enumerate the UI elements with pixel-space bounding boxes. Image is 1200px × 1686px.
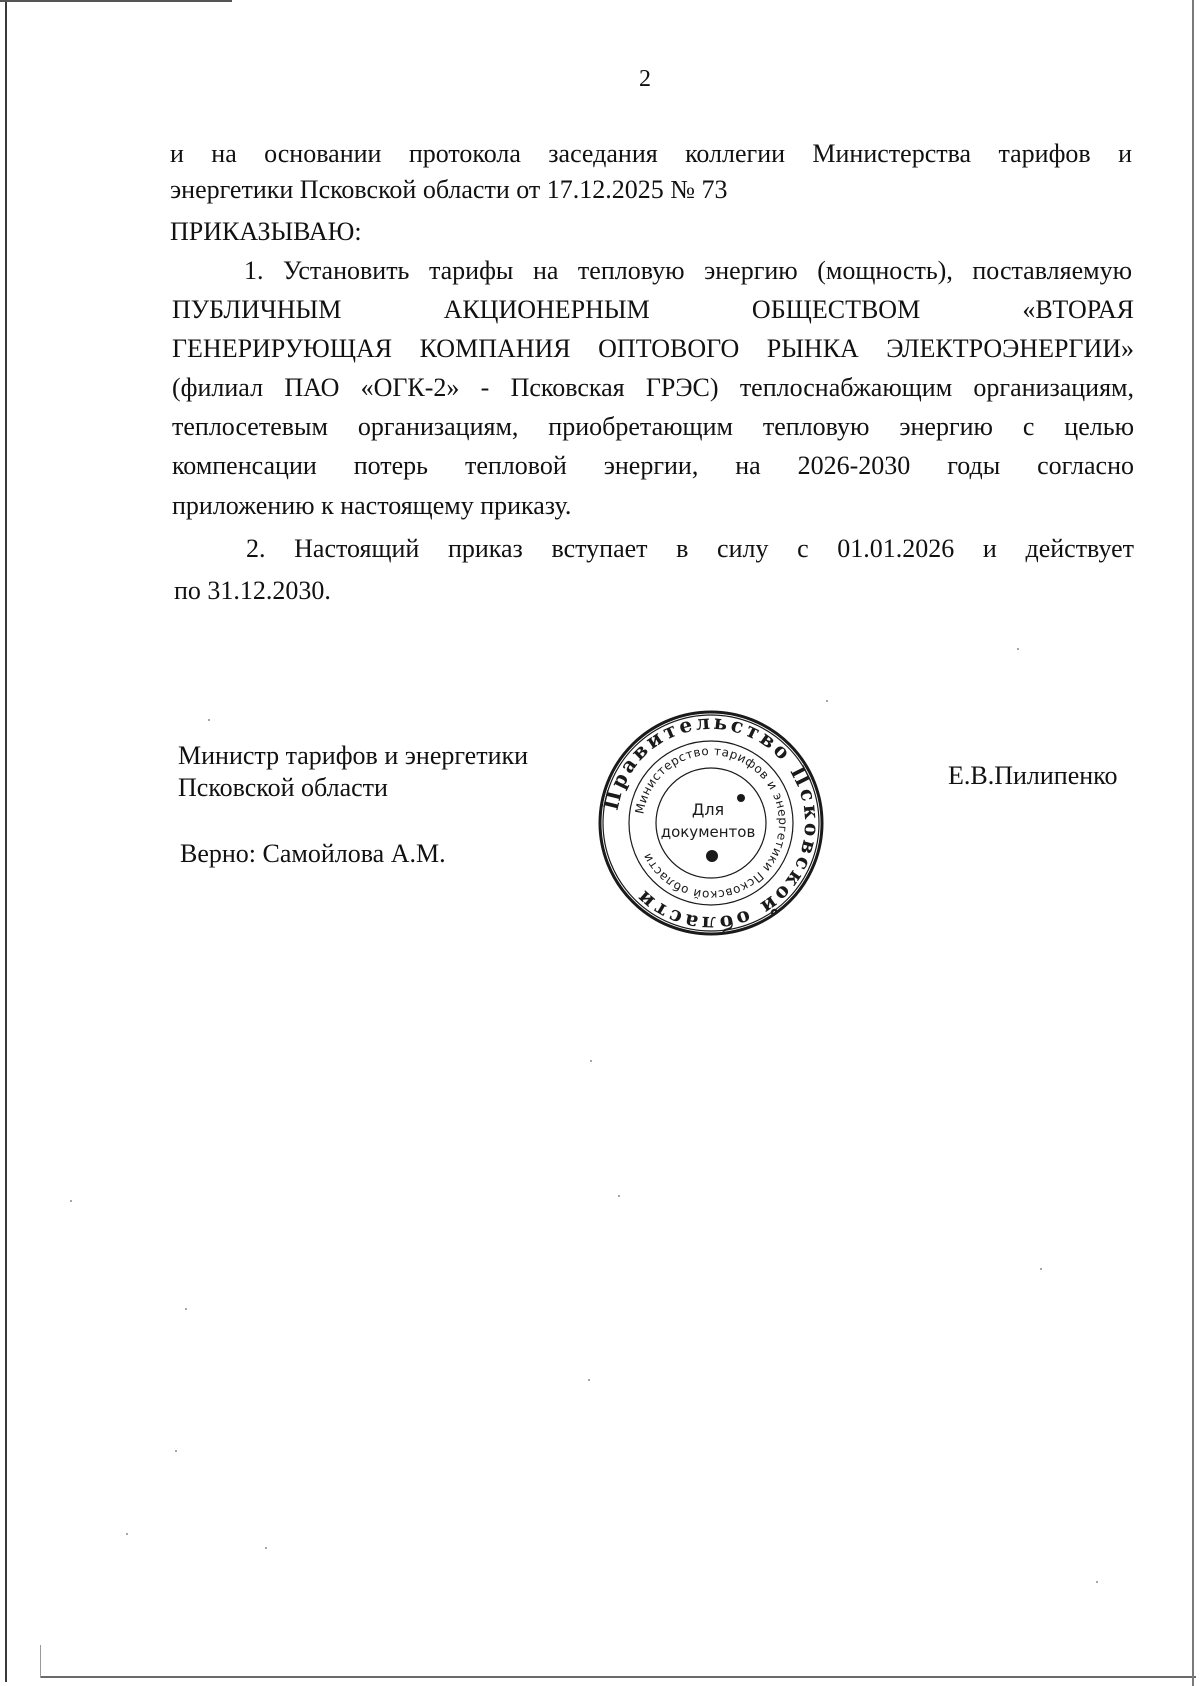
scan-frame-bottom bbox=[40, 1676, 1196, 1678]
signer-position-line-1: Министр тарифов и энергетики bbox=[178, 741, 529, 770]
item2-line-2: по 31.12.2030. bbox=[174, 576, 331, 605]
order-word: ПРИКАЗЫВАЮ: bbox=[170, 217, 362, 246]
scan-frame-top bbox=[0, 0, 232, 2]
item2-line-1: 2. Настоящий приказ вступает в силу с 01.01.2026 и действует bbox=[246, 534, 1134, 563]
scan-frame-right bbox=[1192, 0, 1194, 1686]
stamp-center-line-2: документов bbox=[660, 823, 756, 841]
scan-speck bbox=[588, 1379, 590, 1381]
item1-line-7: приложению к настоящему приказу. bbox=[172, 491, 572, 520]
scan-speck bbox=[185, 1308, 187, 1310]
scan-speck bbox=[618, 1195, 620, 1197]
item1-line-5: теплосетевым организациям, приобретающим тепловую энергию с целью bbox=[172, 412, 1134, 441]
item1-line-2: ПУБЛИЧНЫМ АКЦИОНЕРНЫМ ОБЩЕСТВОМ «ВТОРАЯ bbox=[172, 295, 1134, 324]
stamp-dot-lower bbox=[706, 850, 718, 862]
scan-speck bbox=[70, 1200, 72, 1202]
signer-name: Е.В.Пилипенко bbox=[948, 761, 1118, 790]
official-stamp bbox=[596, 708, 826, 938]
scan-speck bbox=[208, 719, 210, 721]
scan-speck bbox=[1040, 1268, 1042, 1270]
stamp-center-line-1: Для bbox=[691, 800, 725, 819]
scan-speck bbox=[175, 1450, 177, 1452]
scan-speck bbox=[826, 700, 828, 702]
item1-line-4: (филиал ПАО «ОГК-2» - Псковская ГРЭС) теплоснабжающим организациям, bbox=[172, 373, 1134, 402]
scan-frame-left bbox=[5, 0, 7, 1682]
page-number: 2 bbox=[639, 66, 651, 92]
signer-position-line-2: Псковской области bbox=[178, 773, 388, 802]
stamp-dot-upper bbox=[737, 794, 745, 802]
intro-line-2: энергетики Псковской области от 17.12.2025 № 73 bbox=[170, 175, 728, 204]
scan-speck bbox=[590, 1060, 592, 1062]
scan-speck bbox=[265, 1547, 267, 1549]
scan-speck bbox=[1096, 1581, 1098, 1583]
stamp-inner-text: Министерство тарифов и энергетики Псковской области bbox=[632, 743, 791, 903]
scan-speck bbox=[1017, 648, 1019, 650]
item1-line-3: ГЕНЕРИРУЮЩАЯ КОМПАНИЯ ОПТОВОГО РЫНКА ЭЛЕКТРОЭНЕРГИИ» bbox=[172, 334, 1134, 363]
item1-line-1: 1. Установить тарифы на тепловую энергию (мощность), поставляемую bbox=[244, 256, 1132, 285]
stamp-outer-text: Правительство Псковской области bbox=[598, 709, 825, 937]
scan-speck bbox=[126, 1533, 128, 1535]
certified-by: Верно: Самойлова А.М. bbox=[180, 839, 446, 868]
item1-line-6: компенсации потерь тепловой энергии, на 2026-2030 годы согласно bbox=[172, 451, 1134, 480]
intro-line-1: и на основании протокола заседания коллегии Министерства тарифов и bbox=[170, 139, 1132, 168]
scan-frame-inner-left bbox=[40, 1645, 41, 1678]
